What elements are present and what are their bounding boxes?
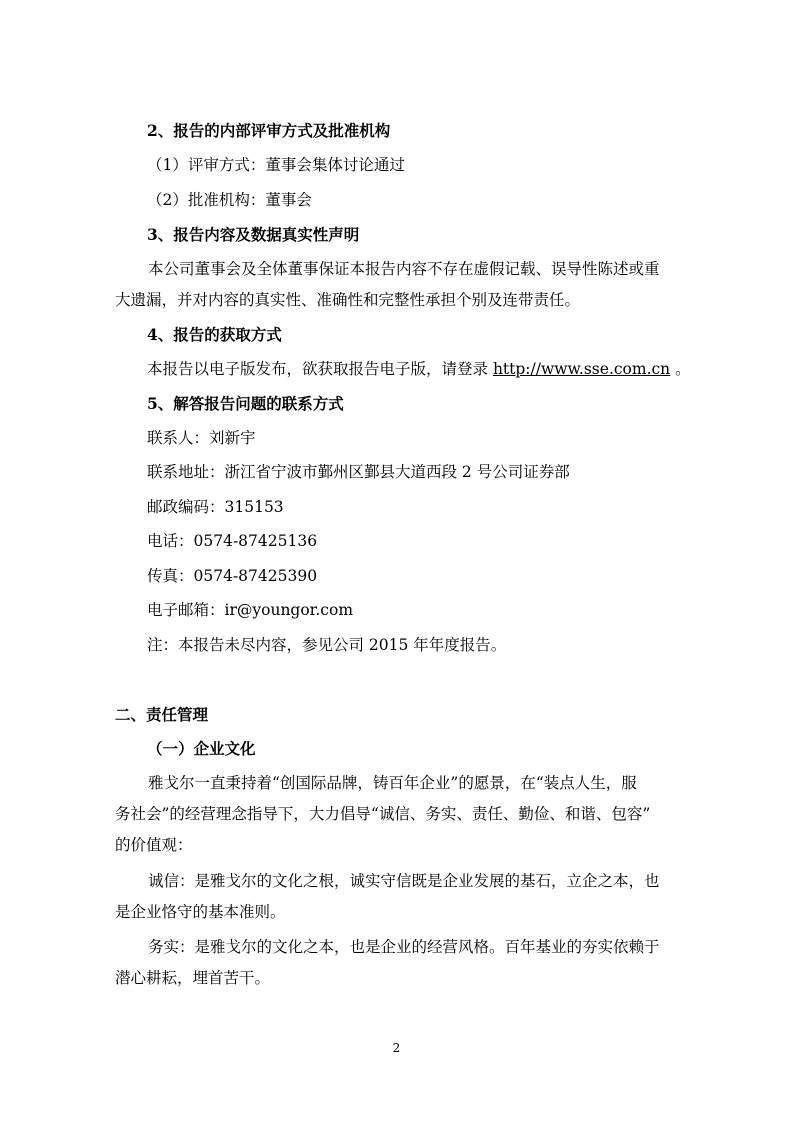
pragmatism-line-1: 务实：是雅戈尔的文化之本，也是企业的经营风格。百年基业的夯实依赖于 [148,938,660,956]
values-intro-line-1: 雅戈尔一直秉持着“创国际品牌，铸百年企业”的愿景，在“装点人生，服 [148,774,637,792]
report-note: 注：本报告未尽内容，参见公司 2015 年年度报告。 [147,636,507,654]
access-heading: 4、报告的获取方式 [147,325,282,344]
truth-statement-line-2: 大遗漏，并对内容的真实性、准确性和完整性承担个别及连带责任。 [115,291,581,309]
contact-person: 联系人：刘新宇 [147,429,256,447]
subheading-corporate-culture: （一）企业文化 [147,739,256,758]
page-number: 2 [392,1041,401,1055]
access-text-prefix: 本报告以电子版发布，欲获取报告电子版，请登录 [147,360,493,378]
truth-statement-line-1: 本公司董事会及全体董事保证本报告内容不存在虚假记载、误导性陈述或重 [148,260,660,278]
integrity-line-1: 诚信：是雅戈尔的文化之根，诚实守信既是企业发展的基石，立企之本，也 [148,872,660,890]
contact-address: 联系地址：浙江省宁波市鄞州区鄞县大道西段 2 号公司证券部 [147,463,570,481]
values-intro-line-2: 务社会”的经营理念指导下，大力倡导“诚信、务实、责任、勤俭、和谐、包容” [115,805,651,823]
values-intro-line-3: 的价值观： [115,836,193,854]
contact-postcode: 邮政编码：315153 [147,498,284,516]
review-method: （1）评审方式：董事会集体讨论通过 [147,156,405,174]
pragmatism-line-2: 潜心耕耘，埋首苦干。 [115,969,271,987]
approval-body: （2）批准机构：董事会 [147,191,312,209]
integrity-line-2: 是企业恪守的基本准则。 [115,903,286,921]
contact-email: 电子邮箱：ir@youngor.com [147,601,354,619]
access-text-suffix: 。 [670,360,691,378]
sse-website-link[interactable]: http://www.sse.com.cn [492,360,671,378]
review-approval-heading: 2、报告的内部评审方式及批准机构 [147,121,391,140]
access-text [147,359,691,379]
contact-fax: 传真：0574-87425390 [147,567,318,585]
truth-statement-heading: 3、报告内容及数据真实性声明 [147,225,360,244]
contact-heading: 5、解答报告问题的联系方式 [147,394,344,413]
contact-phone: 电话：0574-87425136 [147,532,318,550]
section-heading-responsibility: 二、责任管理 [115,705,209,724]
